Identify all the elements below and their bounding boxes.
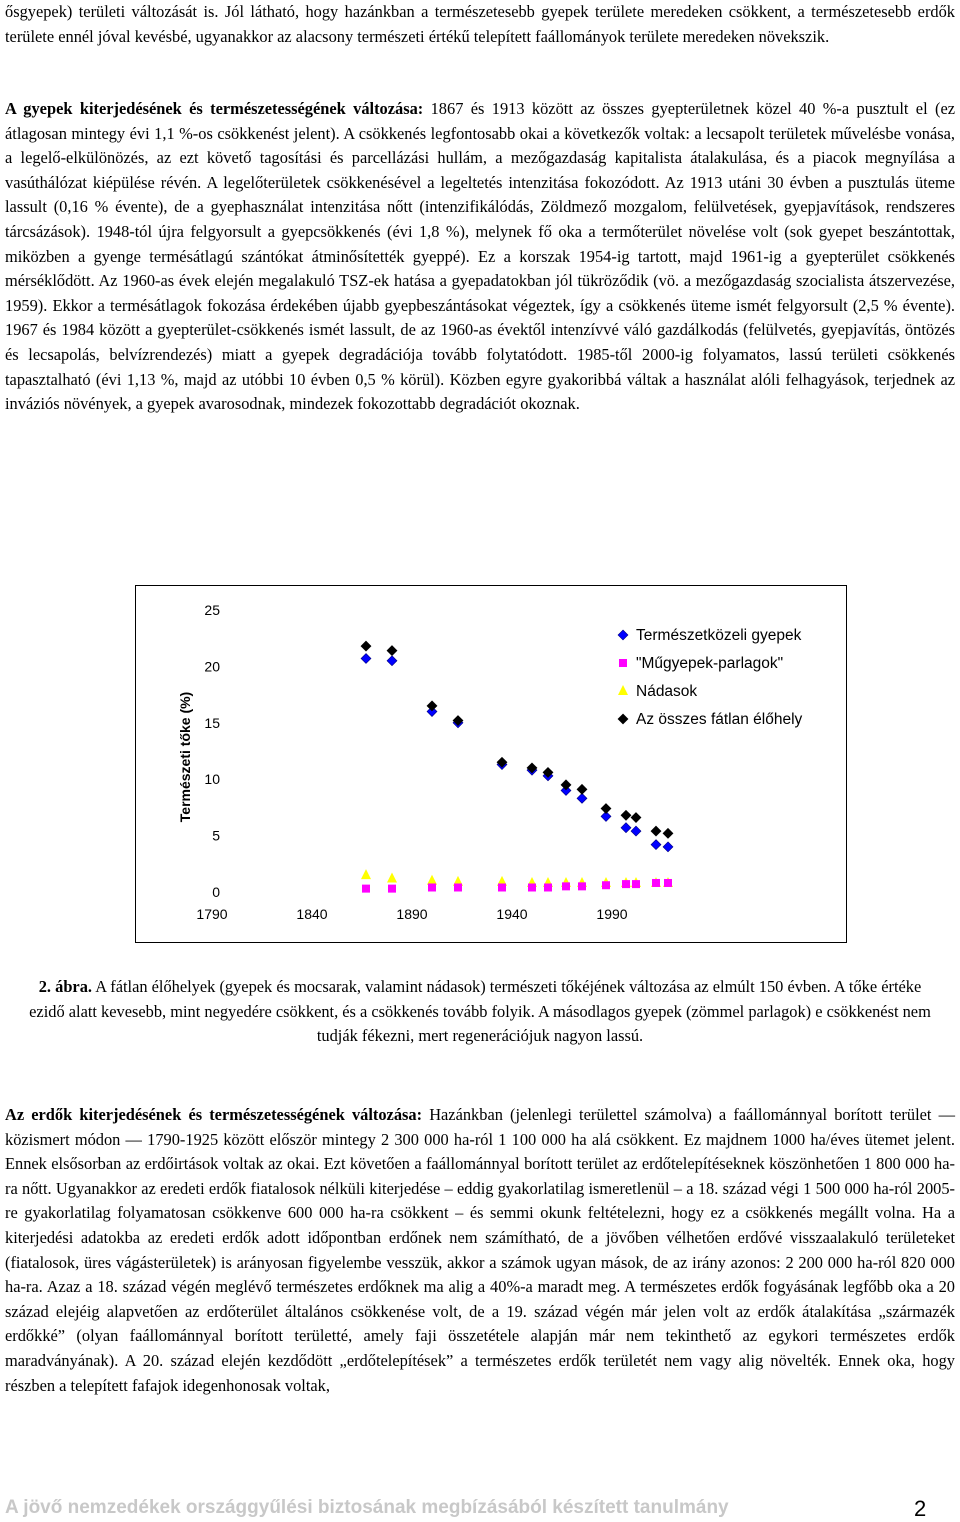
y-tick-label: 0: [212, 884, 220, 900]
y-tick-label: 15: [204, 714, 220, 731]
y-tick-label: 20: [204, 658, 220, 675]
data-point: [664, 879, 672, 887]
natural-capital-chart: [135, 585, 847, 943]
x-tick-label: 1790: [196, 906, 228, 922]
legend-label: Az összes fátlan élőhely: [636, 711, 803, 728]
x-tick-label: 1990: [596, 906, 628, 922]
data-point: [428, 883, 436, 891]
grassland-paragraph: [5, 97, 955, 417]
data-point: [454, 883, 462, 891]
y-tick-label: 5: [212, 827, 220, 844]
caption-text: A fátlan élőhelyek (gyepek és mocsarak, valamint nádasok) természeti tőkéjének változása az elmúlt 150 évben. A tőke értéke ezidő alatt kevesebb, mint negyedére csökkent, és a csökkenés tovább folyik. A másodlagos gyepek (zömmel parlagok) e csökkenést nem tudják fékezni, mert regenerációjuk nagyon lassú.: [29, 977, 931, 1046]
intro-text: ősgyepek) területi változását is. Jól látható, hogy hazánkban a természetesebb gyepek területe meredeken csökkent, a természetesebb erdők területe ennél jóval kevésbé, ugyanakkor az alacsony természeti értékű telepített faállományok területe meredeken növekszik.: [5, 2, 955, 46]
data-point: [632, 880, 640, 888]
grassland-body: 1867 és 1913 között az összes gyepterületnek közel 40 %-a pusztult el (ez átlagosan mintegy évi 1,1 %-os csökkenést jelent). A csökkenés legfontosabb okai a következők voltak: a lecsapolt területek művelésbe vonása, a legelő-elkülönözés, az ezt követő tagosítási és parcellázási hullám, a mezőgazdaság kapitalista átalakulása, és a piacok megnyílása a vasúthálózat kiépülése révén. A legelőterületek csökkenésével a legeltetés intenzitása fokozódott. Az 1913 utáni 30 évben a pusztulás üteme lassult (0,16 % évente), de a gyephasználat intenzitása nőtt (intenzifikálódás, Zöldmező mozgalom, felülvetések, gyepjavítások, rendszeres tárcsázások). 1948-tól újra felgyorsult a gyepcsökkenés (évi 1,8 %), melynek fő oka a termőterület növelése volt (sok gyepet beszántottak, miközben a gyenge termésátlagú szántókat átminősítették gyeppé). Ez a korszak 1954-ig tartott, majd 1961-ig a gyepterület csökkenés mérséklődött. Az 1960-as évek elején megalakuló TSZ-ek hatása a gyepadatokban jól tükröződik (vö. a mezőgazdaság szocialista átszervezése, 1959). Ekkor a termésátlagok fokozása érdekében újabb gyepbeszántásokat végeztek, így a csökkenés üteme ismét felgyorsult (2,5 % évente). 1967 és 1984 között a gyepterület-csökkenés ismét lassult, de az 1960-as évektől intenzívvé váló gazdálkodás (felülvetés, gyepjavítás, öntözés és lecsapolás, belvízrendezés) miatt a gyepek degradációja tovább folytatódott. 1985-től 2000-ig folyamatos, lassú területi csökkenés tapasztalható (évi 1,13 %, majd az utóbbi 10 évben 0,5 % körül). Közben egyre gyakoribbá váltak a használat alóli felhagyások, terjednek az inváziós növények, a gyepek avarosodnak, mindezek fokozottabb degradációt okoznak.: [5, 99, 955, 414]
x-tick-label: 1840: [296, 906, 328, 922]
y-tick-label: 25: [204, 602, 220, 618]
data-point: [362, 885, 370, 893]
data-point: [562, 882, 570, 890]
x-tick-label: 1940: [496, 906, 528, 922]
legend-marker: [619, 659, 627, 667]
x-tick-label: 1890: [396, 906, 428, 922]
footer-text: A jövő nemzedékek országgyűlési biztosának megbízásából készített tanulmány: [5, 1497, 729, 1518]
forest-paragraph: [5, 1103, 955, 1398]
data-point: [528, 883, 536, 891]
y-tick-label: 10: [204, 771, 220, 788]
legend-label: Nádasok: [636, 683, 698, 700]
page-number: 2: [914, 1496, 927, 1521]
intro-paragraph: [5, 0, 955, 49]
data-point: [578, 882, 586, 890]
figure-caption: [20, 975, 940, 1049]
chart-legend: [601, 623, 831, 741]
chart-svg: [135, 585, 847, 943]
forest-body: Hazánkban (jelenlegi területtel számolva) a faállománnyal borított terület — közismert módon — 1790-1925 között először mintegy 2 300 000 ha-ról 1 100 000 ha alá csökkent. Ez majdnem 1000 ha/éves ütemet jelent. Ennek elsősorban az erdőirtások voltak az okai. Ezt követően a faállománnyal borított terület az erdőtelepítéseknek köszönhetően 1 800 000 ha-ra nőtt. Ugyanakkor az eredeti erdők fiatalosok nélküli kiterjedése – eddig gyakorlatilag ismeretlenül – a 18. század végi 1 500 000 ha-ról 2005-re gyakorlatilag folyamatosan csökkenve 600 000 ha-ra csökkent – és semmi okunk feltételezni, hogy ez a csökkenés megállt volna. Ha a kiterjedési adatokba az eredeti erdők adott időpontban erdőnek nem számítható, de a jövőben vélhetően erdővé visszaalakuló területeket (fiatalosok, üres vágásterületek) is arányosan figyelembe vesszük, akkor a számok ugyan mások, de az irány azonos: 2 200 000 ha-ról 820 000 ha-ra. Azaz a 18. század végén meglévő természetes erdőknek ma alig a 40%-a maradt meg. A természetes erdők fogyásának legfőbb oka a 20 század elejéig alapvetően az erdőterület általános csökkenése volt, de a 19. század végén már jelen volt az erdők átalakítása „származék erdőkké” (olyan faállománnyal borított területté, amely faji összetétele alapján már nem tekinthető az egykori természetes erdők maradványának). A 20. század elején kezdődött „erdőtelepítések” a természetes erdők területét nem vagy alig növelték. Ennek oka, hogy részben a telepített fafajok idegenhonosak voltak,: [5, 1105, 955, 1395]
y-axis-title: Természeti tőke (%): [177, 691, 193, 823]
forest-heading: Az erdők kiterjedésének és természetességének változása:: [5, 1105, 423, 1124]
data-point: [622, 880, 630, 888]
data-point: [602, 881, 610, 889]
data-point: [388, 885, 396, 893]
legend-label: "Műgyepek-parlagok": [636, 655, 784, 672]
data-point: [652, 879, 660, 887]
legend-label: Természetközeli gyepek: [636, 627, 802, 644]
data-point: [498, 883, 506, 891]
data-point: [544, 883, 552, 891]
caption-label: 2. ábra.: [38, 977, 93, 996]
grassland-heading: A gyepek kiterjedésének és természetességének változása:: [5, 99, 424, 118]
